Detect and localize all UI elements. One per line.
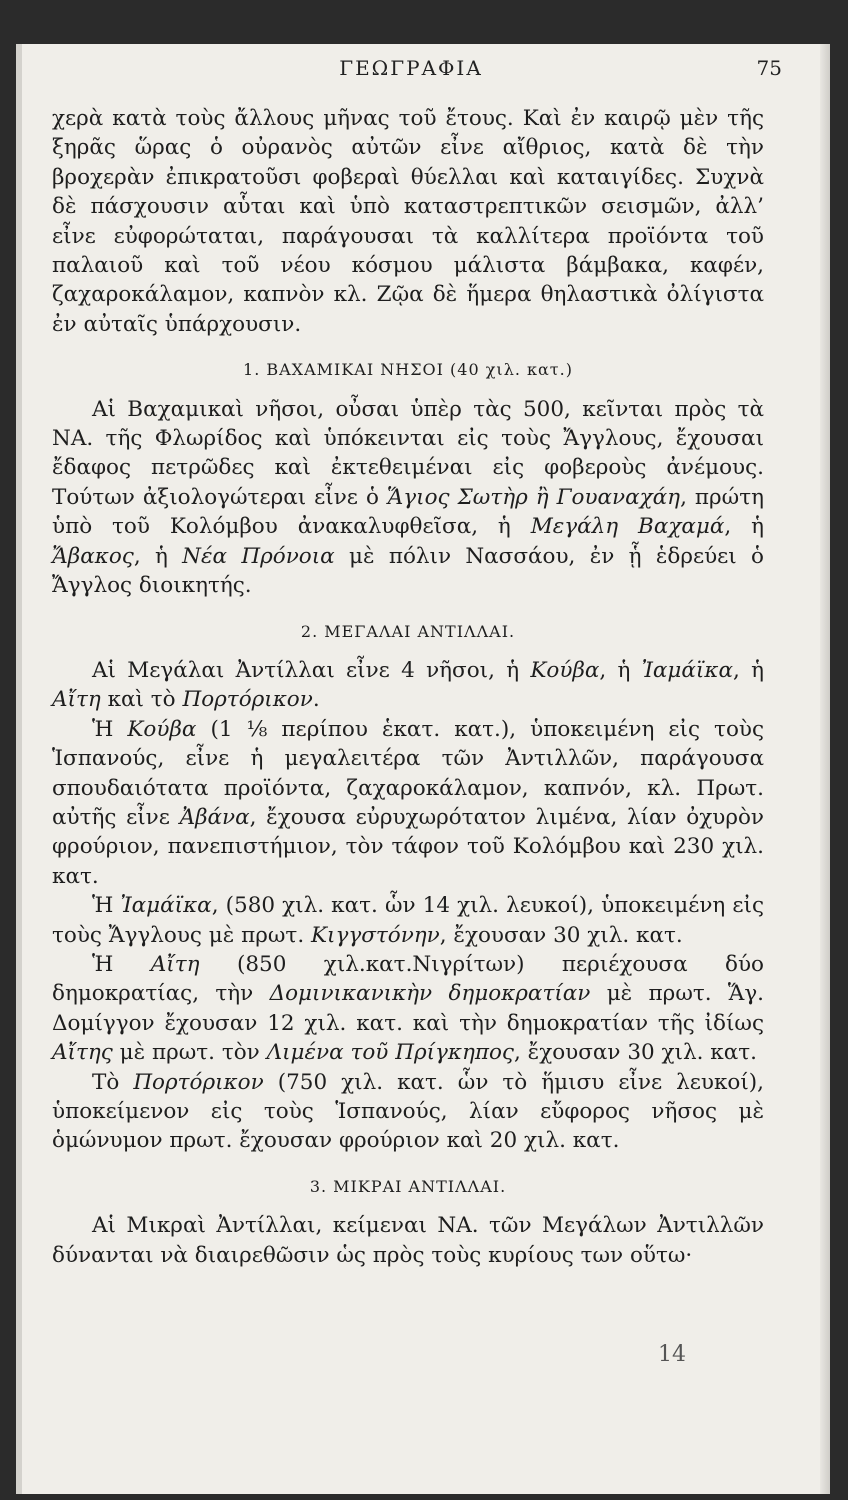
section-2-paragraph-puerto-rico	[52, 1068, 764, 1156]
text-run: (1 ⅛ περίπου ἑκατ. κατ.), ὑποκειμένη εἰς τοὺς Ἱσπανούς, εἶνε ἡ μεγαλειτέρα τῶν Ἀντιλλῶν, παράγουσα σπουδαιότατα προϊόντα, ζαχαροκάλαμον, καπνόν, κλ. Πρωτ. αὐτῆς εἶνε	[52, 716, 764, 830]
text-run: καὶ τὸ	[100, 687, 183, 713]
section-3-heading: 3. ΜΙΚΡΑΙ ΑΝΤΙΛΛΑΙ.	[309, 1176, 507, 1196]
italic-term: Ἄβακος	[52, 543, 134, 569]
page-body	[52, 104, 764, 1270]
section-1-paragraph	[52, 395, 764, 601]
text-run: , ἡ	[133, 543, 183, 569]
text-run: , ἔχουσα εὐρυχωρότατον λιμένα, λίαν ὀχυρὸν φρούριον, πανεπιστήμιον, τὸν τάφον τοῦ Κολόμβου καὶ 230 χιλ. κατ.	[52, 804, 764, 889]
italic-term: Νέα Πρόνοια	[182, 543, 335, 569]
text-run: μὲ πρωτ. Ἅγ. Δομίγγον ἔχουσαν 12 χιλ. κατ. καὶ τὴν δημοκρατίαν τῆς ἰδίως	[52, 981, 765, 1036]
text-run: , πρώτη ὑπὸ τοῦ Κολόμβου ἀνακαλυφθεῖσα, ἡ	[52, 484, 764, 540]
text-run: , ἔχουσαν 30 χιλ. κατ.	[513, 1040, 757, 1066]
italic-term: Λιμένα τοῦ Πρίγκηπος	[266, 1040, 514, 1066]
section-2-paragraph-jamaica	[52, 891, 764, 950]
text-run: Ἡ	[92, 716, 128, 742]
text-run: (750 χιλ. κατ. ὧν τὸ ἥμισυ εἶνε λευκοί), ὑποκείμενον εἰς τοὺς Ἱσπανούς, λίαν εὔφορος νῆσος μὲ ὁμώνυμον πρωτ. ἔχουσαν φρούριον καὶ 20 χιλ. κατ.	[52, 1069, 764, 1154]
running-title: ΓΕΩΓΡΑΦΙΑ	[339, 56, 483, 80]
section-1-heading: 1. ΒΑΧΑΜΙΚΑΙ ΝΗΣΟΙ (40 χιλ. κατ.)	[243, 360, 573, 380]
section-2-paragraph-cuba	[52, 715, 764, 891]
page-number: 75	[756, 56, 782, 80]
italic-term: Αἴτη	[52, 687, 101, 713]
italic-term: Αἴτης	[52, 1040, 113, 1066]
italic-term: Αἴτη	[150, 951, 200, 977]
section-2-paragraph-1	[52, 656, 764, 715]
italic-term: Ἀβάνα	[179, 804, 250, 830]
section-3-paragraph: Αἱ Μικραὶ Ἀντίλλαι, κείμεναι ΝΑ. τῶν Μεγάλων Ἀντιλλῶν δύνανται νὰ διαιρεθῶσιν ὡς πρὸς τοὺς κυρίους των οὕτω·	[52, 1213, 764, 1268]
italic-term: Πορτόρικον	[133, 1069, 264, 1095]
text-run: , ἡ	[732, 657, 764, 683]
italic-term: Μεγάλη Βαχαμά	[530, 514, 725, 540]
italic-term: Κούβα	[127, 716, 197, 742]
text-run: Αἱ Βαχαμικαὶ νῆσοι, οὖσαι ὑπὲρ τὰς 500, κεῖνται πρὸς τὰ ΝΑ. τῆς Φλωρίδος καὶ ὑπόκεινται εἰς τοὺς Ἄγγλους, ἔχουσαι ἔδαφος πετρῶδες καὶ ἐκτεθειμέναι εἰς φοβεροὺς ἀνέμους. Τούτων ἀξιολογώτεραι εἶνε ὁ	[52, 396, 764, 510]
text-run: μὲ πόλιν Νασσάου, ἐν ᾗ ἑδρεύει ὁ Ἄγγλος διοικητής.	[52, 543, 765, 599]
italic-term: Ἅγιος Σωτὴρ ἢ Γουαναχάη	[386, 484, 681, 510]
intro-paragraph: χερὰ κατὰ τοὺς ἄλλους μῆνας τοῦ ἔτους. Καὶ ἐν καιρῷ μὲν τῆς ξηρᾶς ὥρας ὁ οὐρανὸς αὐτῶν εἶνε αἴθριος, κατὰ δὲ τὴν βροχερὰν ἐπικρατοῦσι φοβεραὶ θύελλαι καὶ καταιγίδες. Συχνὰ δὲ πάσχουσιν αὗται καὶ ὑπὸ καταστρεπτικῶν σεισμῶν, ἀλλ’ εἶνε εὐφορώταται, παράγουσαι τὰ καλλίτερα προϊόντα τοῦ παλαιοῦ καὶ τοῦ νέου κόσμου μάλιστα βάμβακα, καφέν, ζαχαροκάλαμον, καπνὸν κλ. Ζῷα δὲ ἥμερα θηλαστικὰ ὀλίγιστα ἐν αὐταῖς ὑπάρχουσιν.	[52, 106, 764, 337]
text-run: , ἔχουσαν 30 χιλ. κατ.	[439, 922, 683, 948]
page-header	[40, 56, 782, 92]
text-run: (850 χιλ.κατ.Νιγρίτων) περιέχουσα δύο δημοκρατίας, τὴν	[52, 951, 764, 1007]
italic-term: Κιγγστόνην	[311, 922, 440, 948]
text-run: μὲ πρωτ. τὸν	[112, 1040, 267, 1066]
text-run: Ἡ	[92, 951, 151, 977]
italic-term: Ἰαμάϊκα	[641, 657, 733, 683]
section-2-heading: 2. ΜΕΓΑΛΑΙ ΑΝΤΙΛΛΑΙ.	[300, 621, 516, 641]
section-2-paragraph-haiti	[52, 950, 764, 1068]
text-run: , (580 χιλ. κατ. ὧν 14 χιλ. λευκοί), ὑποκειμένη εἰς τοὺς Ἄγγλους μὲ πρωτ.	[52, 893, 764, 948]
italic-term: Δομινικανικὴν δημοκρατίαν	[269, 981, 591, 1007]
italic-term: Κούβα	[530, 657, 600, 683]
italic-term: Πορτόρικον	[182, 687, 313, 713]
italic-term: Ἰαμάϊκα	[120, 893, 212, 919]
text-run: Αἱ Μεγάλαι Ἀντίλλαι εἶνε 4 νῆσοι, ἡ	[92, 657, 531, 683]
text-run: Τὸ	[92, 1069, 134, 1095]
page-edge	[820, 44, 830, 1494]
text-run: , ἡ	[724, 514, 764, 540]
text-run: , ἡ	[599, 657, 642, 683]
signature-mark: 14	[658, 1342, 686, 1367]
text-run: Ἡ	[92, 893, 121, 919]
text-run: .	[312, 687, 320, 713]
